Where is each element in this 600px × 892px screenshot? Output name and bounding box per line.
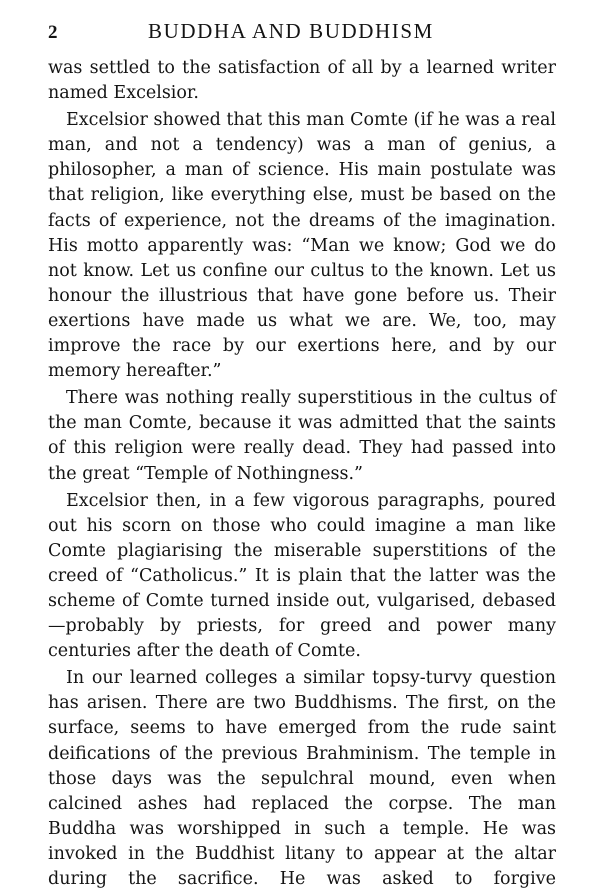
paragraph-two-buddhisms: In our learned colleges a similar topsy-turvy question has arisen. There are two Buddhisms. The first, on the surface, seems to have emerged from the rude saint deifications of the previous Brahminism. The temple in those days was the sepulchral mound, even when calcined ashes had replaced the corpse. The man Buddha was worshipped in such a temple. He was invoked in the Buddhist litany to appear at the altar during the sacrifice. He was asked to forgive — [48, 668, 556, 889]
paragraph-nothing-superstitious: There was nothing really superstitious in the cultus of the man Comte, because it was admitted that the saints of this religion were really dead. They had passed into the great “Temple of Nothingness.” — [48, 388, 556, 484]
paragraph-continued: was settled to the satisfaction of all by a learned writer named Excelsior. — [48, 58, 556, 104]
paragraph-comte-genius: Excelsior showed that this man Comte (if he was a real man, and not a tendency) was a man of genius, a philosopher, a man of science. His main postulate was that religion, like everything else, must be based on the facts of experience, not the dreams of the imagination. His motto apparently was: “Man we know; God we do not know. Let us confine our cultus to the known. Let us honour the illustrious that have gone before us. Their exertions have made us what we are. We, too, may improve the race by our exertions here, and by our memory hereafter.” — [48, 110, 556, 382]
running-head — [48, 18, 556, 50]
book-title: BUDDHA AND BUDDHISM — [148, 19, 434, 43]
page-number: 2 — [48, 22, 58, 43]
paragraph-excelsior-scorn: Excelsior then, in a few vigorous paragraphs, poured out his scorn on those who could imagine a man like Comte plagiarising the miserable superstitions of the creed of “Catholicus.” It is plain that the latter was the scheme of Comte turned inside out, vulgarised, debased—probably by priests, for greed and power many centuries after the death of Comte. — [48, 490, 556, 662]
body-text — [48, 56, 556, 892]
